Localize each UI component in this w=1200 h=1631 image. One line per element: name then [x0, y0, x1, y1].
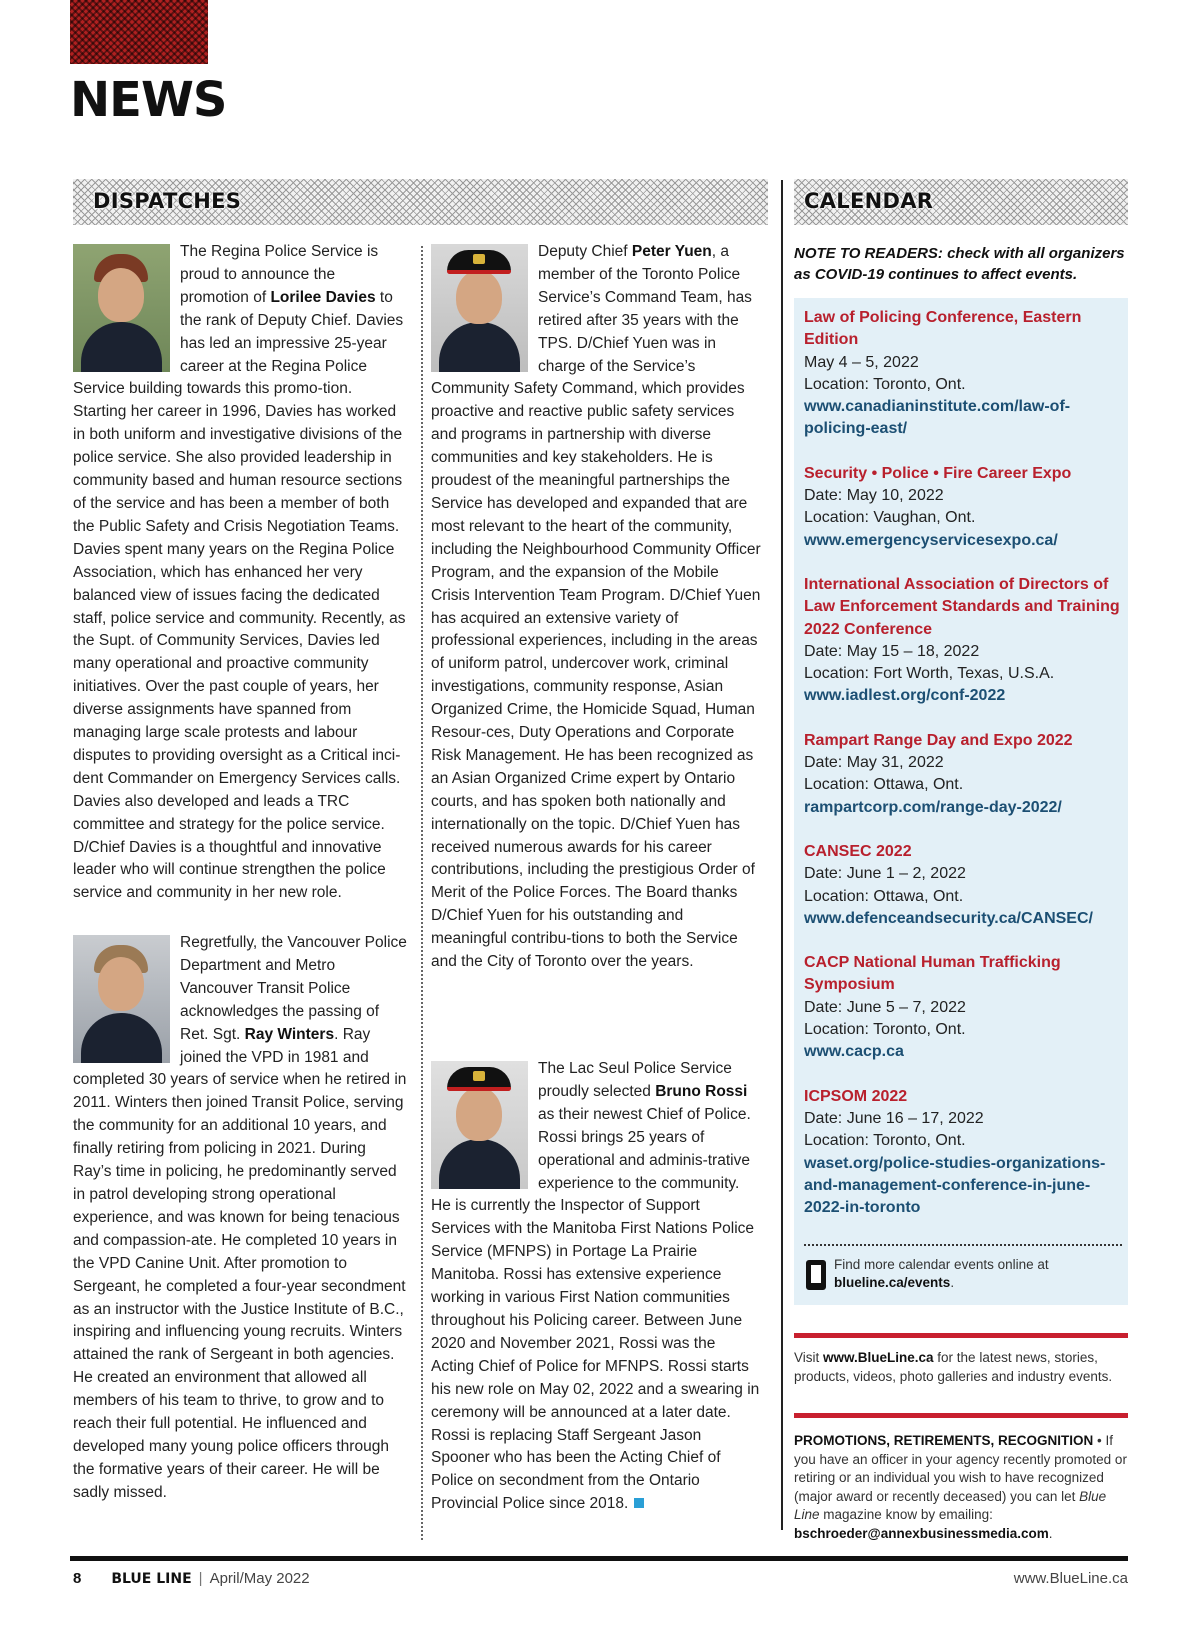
page-title: NEWS — [70, 72, 227, 128]
sidebar-red-rule — [794, 1413, 1128, 1418]
event-date: Date: May 15 – 18, 2022 — [804, 642, 980, 660]
footer-separator: | — [198, 1570, 203, 1587]
issue-date: April/May 2022 — [209, 1570, 310, 1587]
article-body: . Ray joined the VPD in 1981 and completed 30 years of service when he retired in 2011. Winters then joined Transit Police, serving the community for an additional 10 years, and finally retiring from policing in 2021. During Ray’s time in policing, he predominantly served in patrol developing strong operational experience, and was known for being tenacious and compassion-ate. He completed 10 years in the VPD Canine Unit. After promotion to Sergeant, he completed a four-year secondment as an instructor with the Justice Institute of B.C., inspiring and influencing young recruits. Winters attained the rank of Sergeant in both agencies. He created an environment that allowed all members of his team to thrive, to grow and to reach their full potential. He influenced and developed many young police officers through the formative years of their career. He will be sadly missed. — [73, 1025, 407, 1501]
calendar-event — [804, 463, 1122, 552]
event-title: International Association of Directors of Law Enforcement Standards and Training 2022 Conference — [804, 575, 1120, 638]
rossi-photo — [431, 1061, 528, 1189]
website-link[interactable]: www.BlueLine.ca — [823, 1350, 934, 1365]
article-yuen — [431, 241, 761, 974]
winters-photo — [73, 935, 170, 1063]
event-title: ICPSOM 2022 — [804, 1087, 908, 1105]
footer-rule — [70, 1556, 1128, 1561]
event-link[interactable]: rampartcorp.com/range-day-2022/ — [804, 798, 1062, 816]
article-intro: The Regina Police Service is proud to announce the promotion of — [180, 243, 379, 306]
event-link[interactable]: www.emergencyservicesexpo.ca/ — [804, 531, 1058, 549]
calendar-event — [804, 841, 1122, 930]
event-title: CACP National Human Trafficking Symposium — [804, 954, 1061, 994]
column-divider — [781, 180, 783, 1530]
calendar-event — [804, 730, 1122, 819]
person-name: Peter Yuen — [631, 243, 712, 260]
event-date: May 4 – 5, 2022 — [804, 353, 919, 371]
sidebar-red-rule — [794, 1333, 1128, 1338]
article-intro: The Lac Seul Police Service proudly selected — [538, 1060, 732, 1100]
calendar-event — [804, 952, 1122, 1063]
event-title: Law of Policing Conference, Eastern Edition — [804, 309, 1082, 349]
event-date: Date: May 10, 2022 — [804, 487, 944, 505]
event-location: Location: Toronto, Ont. — [804, 1132, 966, 1150]
calendar-event — [804, 307, 1122, 441]
promo-heading: PROMOTIONS, RETIREMENTS, RECOGNITION — [794, 1433, 1094, 1448]
person-name: Lorilee Davies — [270, 288, 376, 306]
article-rossi — [431, 1058, 761, 1516]
article-intro: Regretfully, the Vancouver Police Department and Metro Vancouver Transit Police acknowledges the passing of Ret. Sgt. — [180, 934, 407, 1043]
event-link[interactable]: www.defenceandsecurity.ca/CANSEC/ — [804, 909, 1093, 927]
calendar-event — [804, 1086, 1122, 1220]
event-title: Security • Police • Fire Career Expo — [804, 464, 1072, 482]
event-title: Rampart Range Day and Expo 2022 — [804, 731, 1073, 749]
more-events-text: Find more calendar events online at blueline.ca/events. — [834, 1257, 1049, 1290]
event-link[interactable]: www.canadianinstitute.com/law-of-policing-east/ — [804, 398, 1071, 438]
calendar-note: NOTE TO READERS: check with all organizers as COVID-19 continues to affect events. — [794, 245, 1125, 283]
event-date: Date: June 16 – 17, 2022 — [804, 1109, 984, 1127]
magazine-name: BLUE LINE — [111, 1571, 192, 1587]
email-link[interactable]: bschroeder@annexbusinessmedia.com — [794, 1525, 1049, 1541]
calendar-event — [804, 574, 1122, 708]
more-events — [806, 1256, 1122, 1292]
dispatches-heading: DISPATCHES — [93, 189, 242, 213]
article-body: to the rank of Deputy Chief. Davies has led an impressive 25-year career at the Regina Police Service building towards this promo-tion. Starting her career in 1996, Davies has worked in both uniform and investigative divisions of the police service. She also provided leadership in community based and human resource sections of the service and has been a member of both the Public Safety and Crisis Negotiation Teams. Davies spent many years on the Regina Police Association, which has enhanced her very balanced view of issues facing the dedicated staff, police service and community. Recently, as the Supt. of Community Services, Davies led many operational and proactive community initiatives. Over the past couple of years, her diverse assignments have spanned from managing large scale protests and labour disputes to providing oversight as a Critical inci-dent Commander on Emergency Services calls. Davies also developed and leads a TRC committee and strategy for the police service. D/Chief Davies is a thoughtful and innovative leader who will continue strengthen the police service and community in her new role. — [73, 288, 406, 902]
event-location: Location: Vaughan, Ont. — [804, 509, 976, 527]
event-title: CANSEC 2022 — [804, 842, 912, 860]
calendar-events — [804, 307, 1122, 1241]
event-location: Location: Toronto, Ont. — [804, 375, 966, 393]
dispatches-heading-bar — [73, 179, 768, 225]
event-date: Date: May 31, 2022 — [804, 754, 944, 772]
dotted-column-divider — [421, 246, 423, 1540]
article-body: as their newest Chief of Police. Rossi brings 25 years of operational and adminis-trative experience to the community. He is currently the Inspector of Support Services with the Manitoba First Nations Police Service (MFNPS) in Portage La Prairie Manitoba. Rossi has extensive experience working in various First Nation communities throughout his Policing career. Between June 2020 and November 2021, Rossi was the Acting Chief of Police for MFNPS. Rossi starts his new role on May 02, 2022 and a swearing in ceremony will be announced at a later date. Rossi is replacing Staff Sergeant Jason Spooner who has been the Acting Chief of Police on secondment from the Ontario Provincial Police since 2018. — [431, 1105, 760, 1513]
event-date: Date: June 5 – 7, 2022 — [804, 998, 966, 1016]
promo-blurb: PROMOTIONS, RETIREMENTS, RECOGNITION • If you have an officer in your agency recently promoted or retiring or an individual you wish to have recognized (major award or recently deceased) you can let Blue Line magazine know by emailing: bschroeder@annexbusinessmedia.com. — [794, 1433, 1127, 1541]
visit-blurb: Visit www.BlueLine.ca for the latest news, stories, products, videos, photo galleries and industry events. — [794, 1350, 1113, 1384]
event-location: Location: Ottawa, Ont. — [804, 776, 964, 794]
davies-photo — [73, 244, 170, 372]
event-link[interactable]: www.cacp.ca — [804, 1043, 904, 1061]
article-davies — [73, 241, 408, 905]
event-link[interactable]: waset.org/police-studies-organizations-and-management-conference-in-june-2022-in-toronto — [804, 1154, 1106, 1217]
header-pattern-block — [70, 0, 208, 64]
events-link[interactable]: blueline.ca/events — [834, 1275, 951, 1290]
person-name: Ray Winters — [244, 1025, 335, 1043]
article-body: , a member of the Toronto Police Service’s Command Team, has retired after 35 years with the TPS. D/Chief Yuen was in charge of the Service’s Community Safety Command, which provides proactive and reactive public safety services and programs in partnership with diverse communities and key stakeholders. He is proudest of the meaningful partnerships the Service has developed and expanded that are most relevant to the heart of the community, including the Neighbourhood Community Officer Program, and the expansion of the Mobile Crisis Intervention Team Program. D/Chief Yuen has acquired an extensive variety of professional experiences, including in the areas of uniform patrol, undercover work, criminal investigations, community response, Asian Organized Crime, the Homicide Squad, Human Resour-ces, Duty Operations and Corporate Risk Management. He has been recognized as an Asian Organized Crime expert by Ontario courts, and has spoken both nationally and internationally on the topic. D/Chief Yuen has received numerous awards for his career contributions, including the prestigious Order of Merit of the Police Forces. The Board thanks D/Chief Yuen for his outstanding and meaningful contribu-tions to both the Service and the City of Toronto over the years. — [431, 243, 761, 971]
calendar-heading-bar — [794, 179, 1128, 225]
event-link[interactable]: www.iadlest.org/conf-2022 — [804, 687, 1006, 705]
phone-icon — [806, 1260, 826, 1290]
person-name: Bruno Rossi — [655, 1082, 748, 1100]
footer-left — [73, 1570, 310, 1587]
footer-website[interactable]: www.BlueLine.ca — [1013, 1570, 1128, 1587]
calendar-heading: CALENDAR — [804, 189, 934, 213]
magazine-name: Blue Line — [794, 1488, 1107, 1523]
event-location: Location: Fort Worth, Texas, U.S.A. — [804, 665, 1055, 683]
event-date: Date: June 1 – 2, 2022 — [804, 865, 966, 883]
event-location: Location: Toronto, Ont. — [804, 1021, 966, 1039]
yuen-photo — [431, 244, 528, 372]
article-end-marker — [634, 1498, 644, 1508]
event-location: Location: Ottawa, Ont. — [804, 887, 964, 905]
article-winters — [73, 932, 408, 1505]
page-number: 8 — [73, 1570, 82, 1587]
article-intro: Deputy Chief — [538, 243, 632, 260]
calendar-separator — [804, 1244, 1122, 1246]
